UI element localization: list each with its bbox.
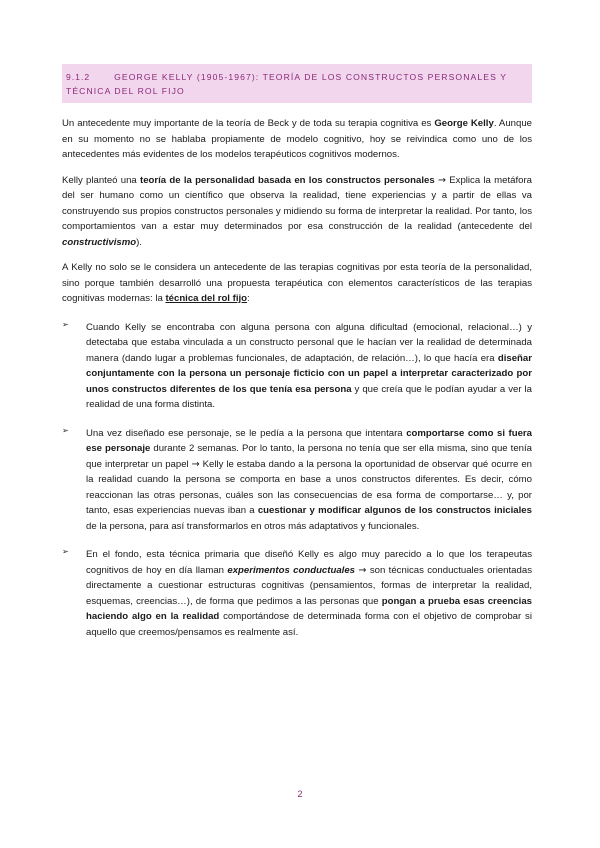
bullet3-t2: son técnicas conductuales orientadas directamente a cuestionar estructuras cognitivas (pensamientos, formas de interpretar la realidad, esquemas, creencias…), de forma que pedimos a las personas que (86, 564, 532, 607)
para3-bold-underline: técnica del rol fijo (165, 293, 248, 304)
bullet3-t3: comportándose de determinada forma con el objetivo de comprobar si aquello que creemos/pensamos es realmente así. (86, 611, 532, 638)
para2-t2: Explica la metáfora del ser humano como un científico que observa la realidad, tiene experiencias y a partir de ellas va construyendo sus propios constructos personales y midiendo su forma de interpretar la realidad. Por tanto, los comportamientos van a estar muy determinados por esa construcción de la realidad (antecedente del (62, 174, 532, 232)
para1-bold: George Kelly (434, 118, 494, 129)
bullet-arrow-icon: ➢ (62, 425, 69, 435)
bullet3-text (86, 547, 532, 640)
bullet2-t4: de la persona, para así transformarlos en otros más adaptativos y funcionales. (86, 520, 420, 532)
bullet2-t3: Kelly le estaba dando a la persona la oportunidad de observar qué ocurre en la realidad cuando la persona se comporta en base a unos constructos diferentes. Es decir, cómo reaccionan las otras personas, cuáles son las consecuencias de esa forma de comportarse… y, por tanto, esas experiencias nuevas iban a (86, 458, 532, 516)
para1-rest: . Aunque en su momento no se hablaba propiamente de modelo cognitivo, hoy se reivindica como uno de los antecedentes más evidentes de los modelos terapéuticos cognitivos modernos. (62, 118, 532, 160)
para2-bold-italic: constructivismo (62, 236, 137, 248)
section-heading (62, 64, 532, 103)
paragraph-theory (62, 173, 532, 251)
para3-t1: A Kelly no solo se le considera un antecedente de las terapias cognitivas por esta teoría de la personalidad, sino porque también desarrolló una propuesta terapéutica con elementos característicos de las terapias cognitivas modernas: la (62, 262, 532, 304)
para1-text: Un antecedente muy importante de la teoría de Beck y de toda su terapia cognitiva es (62, 118, 435, 129)
section-title: GEORGE KELLY (1905-1967): TEORÍA DE LOS CONSTRUCTOS PERSONALES Y TÉCNICA DEL ROL FIJO (66, 72, 507, 96)
section-number: 9.1.2 (66, 72, 91, 82)
para2-t3: ). (136, 236, 142, 248)
document-page (62, 64, 532, 640)
bullet3-bold-italic: experimentos conductuales (227, 564, 355, 576)
bullet1-t2: y que creía que le podían ayudar a ver la realidad de una forma distinta. (86, 383, 532, 410)
para2-t1: Kelly planteó una (62, 174, 141, 186)
bullet3-bold: pongan a prueba esas creencias haciendo algo en la realidad (86, 595, 532, 622)
arrow-icon: → (358, 564, 367, 576)
bullet2-bold1: comportarse como si fuera ese personaje (86, 427, 532, 454)
page-number: 2 (297, 789, 303, 799)
bullet1-t1: Cuando Kelly se encontraba con alguna persona con alguna dificultad (emocional, relacional…) y detectaba que estaba vinculada a un constructo personal que le hacían ver la realidad de determinada manera (dando lugar a problemas funcionales, de adaptación, de relación…), lo que hacía era (86, 321, 532, 364)
bullet2-text (86, 426, 532, 535)
arrow-icon: → (437, 174, 446, 186)
list-item (62, 320, 532, 413)
bullet2-t2: durante 2 semanas. Por lo tanto, la persona no tenía que ser ella misma, sino que tenía que interpretar un papel (86, 443, 532, 470)
list-item (62, 547, 532, 640)
bullet1-bold: diseñar conjuntamente con la persona un personaje ficticio con un papel a interpretar caracterizado por unos constructos diferentes de los que tenía esa persona (86, 352, 532, 395)
bullet2-bold2: cuestionar y modificar algunos de los constructos iniciales (257, 505, 532, 516)
bullet-arrow-icon: ➢ (62, 547, 69, 556)
bullet-arrow-icon: ➢ (62, 319, 69, 329)
bullet3-t1: En el fondo, esta técnica primaria que diseñó Kelly es algo muy parecido a lo que los terapeutas cognitivos de hoy en día llaman (86, 549, 532, 576)
bullet2-t1: Una vez diseñado ese personaje, se le pedía a la persona que intentara (86, 427, 407, 439)
arrow-icon: → (191, 458, 200, 470)
para2-bold: teoría de la personalidad basada en los constructos personales (140, 174, 435, 186)
bullet1-text (86, 320, 532, 413)
paragraph-therapy (62, 260, 532, 307)
bullet-list (62, 320, 532, 641)
para3-t2: : (247, 293, 250, 304)
list-item (62, 426, 532, 535)
paragraph-intro (62, 116, 532, 163)
